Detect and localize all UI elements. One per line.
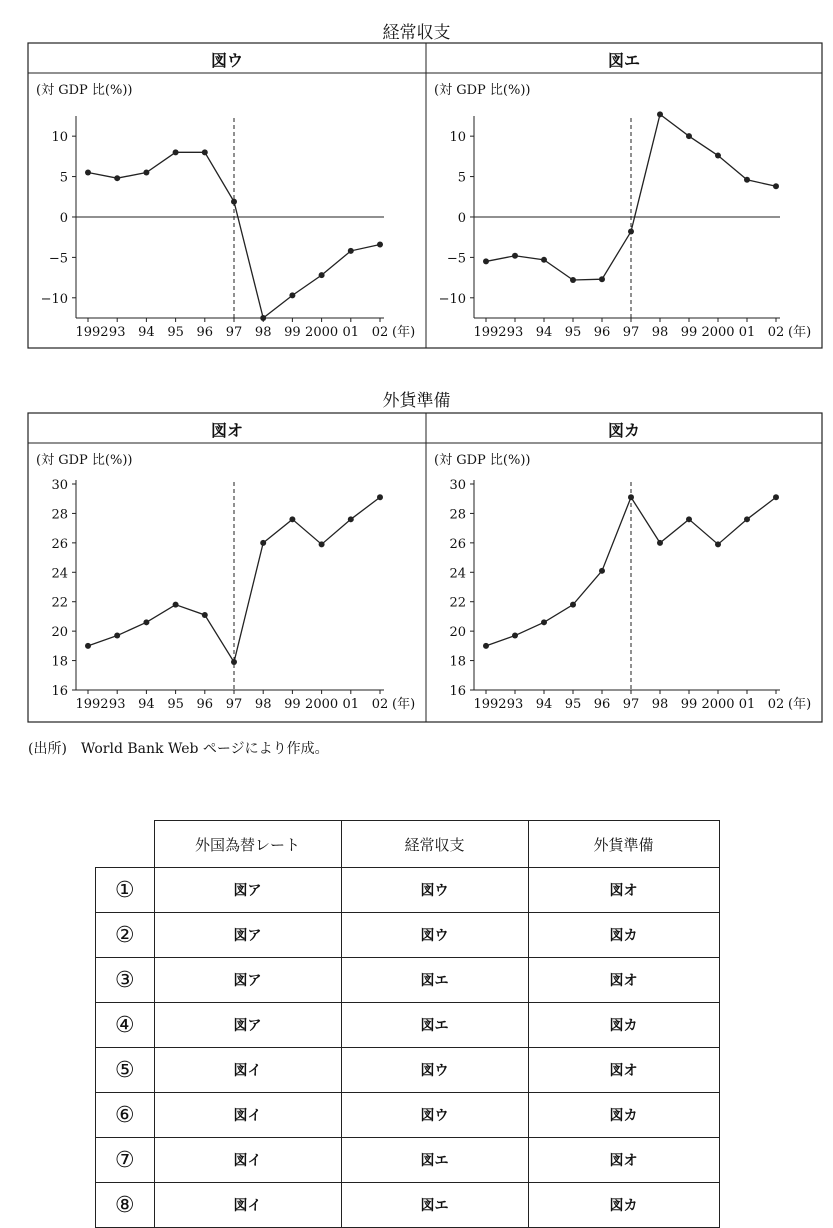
x-tick-label: 02 [767,325,785,340]
source-note: (出所) World Bank Web ページにより作成。 [28,741,329,757]
data-point [715,541,721,547]
data-point [202,612,208,618]
reserves-cell: 図カ [528,1003,719,1048]
x-unit-label: (年) [788,325,812,340]
header-exchange-rate: 外国為替レート [154,821,341,868]
x-tick-label: 98 [254,325,272,340]
charts-frame [28,413,822,722]
y-tick-label: 22 [449,595,466,611]
x-tick-label: 97 [622,697,640,712]
reserves-cell: 図カ [528,1093,719,1138]
reserves-cell: 図カ [528,1183,719,1228]
table-row [96,1003,720,1048]
data-point [570,602,576,608]
current-account-cell: 図エ [341,1003,528,1048]
x-tick-label: 98 [254,697,272,712]
x-tick-label: 94 [535,325,553,340]
y-tick-label: 5 [457,170,466,186]
y-tick-label: −5 [48,251,68,267]
data-point [599,568,605,574]
data-point [143,170,149,176]
x-tick-label: 97 [225,325,243,340]
x-tick-label: 96 [593,697,611,712]
panel-title: 図カ [607,421,641,440]
y-tick-label: 18 [449,654,466,670]
y-tick-label: 20 [51,625,68,641]
x-tick-label: 2000 [701,325,735,340]
current-account-charts [0,42,833,352]
y-tick-label: 30 [449,478,466,493]
x-tick-label: 98 [651,325,669,340]
data-point [85,170,91,176]
x-tick-label: 98 [651,697,669,712]
exchange-rate-cell: 図ア [154,913,341,958]
table-row [96,1048,720,1093]
y-tick-label: 26 [449,536,466,552]
data-point [483,258,489,264]
x-tick-label: 2000 [701,697,735,712]
y-tick-label: 10 [449,130,466,146]
panel-title: 図ウ [210,51,244,70]
y-tick-label: 28 [51,507,68,523]
data-point [348,516,354,522]
data-point [686,133,692,139]
x-tick-label: 02 [371,325,389,340]
chart-panel-1 [426,51,822,340]
data-point [657,111,663,117]
charts-frame [28,43,822,348]
data-point [289,516,295,522]
data-point [744,516,750,522]
y-tick-label: 26 [51,536,68,552]
exchange-rate-cell: 図イ [154,1138,341,1183]
x-tick-label: 93 [108,325,126,340]
y-tick-label: 28 [449,507,466,523]
data-point [114,633,120,639]
exchange-rate-cell: 図ア [154,868,341,913]
y-axis-label: (対 GDP 比(%)) [434,453,531,468]
x-tick-label: 94 [535,697,553,712]
y-tick-label: 0 [457,210,466,226]
x-tick-label: 95 [564,325,582,340]
x-tick-label: 97 [225,697,243,712]
x-tick-label: 1992 [75,325,109,340]
x-unit-label: (年) [392,697,416,712]
y-tick-label: 0 [59,210,68,226]
x-tick-label: 01 [738,325,756,340]
header-reserves: 外貨準備 [528,821,719,868]
x-unit-label: (年) [392,325,416,340]
data-point [85,643,91,649]
x-tick-label: 96 [196,697,214,712]
y-tick-label: 16 [51,684,68,699]
reserves-title: 外貨準備 [382,391,451,411]
data-point [319,541,325,547]
table-row [96,913,720,958]
chart-panel-0 [28,421,426,712]
exchange-rate-cell: 図ア [154,1003,341,1048]
x-tick-label: 95 [167,697,184,712]
x-tick-label: 94 [138,697,155,712]
data-point [512,253,518,259]
x-tick-label: 2000 [305,325,339,340]
exchange-rate-cell: 図ア [154,958,341,1003]
exchange-rate-cell: 図イ [154,1048,341,1093]
reserves-charts [0,412,833,727]
reserves-cell: 図オ [528,1048,719,1093]
data-point [260,540,266,546]
x-tick-label: 1992 [473,697,507,712]
y-tick-label: 18 [51,654,68,670]
chart-panel-0 [28,51,426,340]
data-point [114,175,120,181]
data-point [231,199,237,205]
data-point [202,149,208,155]
x-tick-label: 95 [564,697,582,712]
x-tick-label: 97 [622,325,640,340]
x-tick-label: 1992 [473,325,507,340]
table-row [96,868,720,913]
data-point [173,149,179,155]
choice-number: ⑦ [96,1138,155,1183]
table-row [96,1093,720,1138]
choice-number: ① [96,868,155,913]
data-point [377,494,383,500]
x-tick-label: 01 [738,697,756,712]
data-point [599,276,605,282]
current-account-title: 経常収支 [382,23,451,43]
choice-number: ② [96,913,155,958]
y-axis-label: (対 GDP 比(%)) [36,453,133,468]
current-account-cell: 図ウ [341,1093,528,1138]
data-point [628,229,634,235]
x-tick-label: 99 [680,325,698,340]
y-tick-label: −5 [446,251,466,267]
current-account-cell: 図エ [341,1138,528,1183]
y-tick-label: 10 [51,130,68,146]
data-point [657,540,663,546]
data-point [570,277,576,283]
current-account-cell: 図ウ [341,1048,528,1093]
y-tick-label: 22 [51,595,68,611]
data-point [348,248,354,254]
data-point [260,315,266,321]
x-tick-label: 02 [767,697,785,712]
x-tick-label: 94 [138,325,155,340]
choice-number: ⑤ [96,1048,155,1093]
choice-number: ⑥ [96,1093,155,1138]
x-tick-label: 95 [167,325,184,340]
x-tick-label: 93 [506,697,524,712]
x-tick-label: 99 [284,697,301,712]
current-account-cell: 図ウ [341,913,528,958]
current-account-cell: 図エ [341,958,528,1003]
reserves-cell: 図カ [528,913,719,958]
y-tick-label: 30 [51,478,68,493]
choice-number: ⑧ [96,1183,155,1228]
data-point [231,659,237,665]
data-point [173,602,179,608]
data-point [143,619,149,625]
y-tick-label: 16 [449,684,466,699]
reserves-cell: 図オ [528,958,719,1003]
exchange-rate-cell: 図イ [154,1093,341,1138]
y-axis-label: (対 GDP 比(%)) [36,83,133,98]
data-point [744,177,750,183]
x-tick-label: 01 [342,325,360,340]
answer-table [95,820,720,1228]
x-tick-label: 96 [196,325,214,340]
panel-title: 図エ [607,51,641,70]
x-tick-label: 02 [371,697,389,712]
reserves-cell: 図オ [528,1138,719,1183]
y-tick-label: 24 [449,566,466,582]
panel-title: 図オ [210,421,244,440]
current-account-cell: 図ウ [341,868,528,913]
table-row [96,1183,720,1228]
y-tick-label: 20 [449,625,466,641]
y-tick-label: 5 [59,170,68,186]
x-tick-label: 99 [680,697,698,712]
choice-number: ④ [96,1003,155,1048]
y-axis-label: (対 GDP 比(%)) [434,83,531,98]
y-tick-label: 24 [51,566,68,582]
x-tick-label: 93 [506,325,524,340]
data-point [628,494,634,500]
x-tick-label: 2000 [305,697,339,712]
data-point [541,619,547,625]
data-point [377,241,383,247]
data-point [686,516,692,522]
chart-panel-1 [426,421,822,712]
x-unit-label: (年) [788,697,812,712]
y-tick-label: −10 [438,291,466,307]
x-tick-label: 93 [108,697,126,712]
x-tick-label: 96 [593,325,611,340]
data-point [512,633,518,639]
data-point [289,292,295,298]
data-point [715,153,721,159]
data-point [319,272,325,278]
current-account-cell: 図エ [341,1183,528,1228]
x-tick-label: 1992 [75,697,109,712]
header-current-account: 経常収支 [341,821,528,868]
reserves-cell: 図オ [528,868,719,913]
x-tick-label: 01 [342,697,360,712]
choice-number: ③ [96,958,155,1003]
exchange-rate-cell: 図イ [154,1183,341,1228]
table-row [96,958,720,1003]
data-point [773,183,779,189]
header-blank [96,821,155,868]
y-tick-label: −10 [40,291,68,307]
table-row [96,1138,720,1183]
answer-table-header [96,821,720,868]
data-point [541,257,547,263]
data-point [773,494,779,500]
x-tick-label: 99 [284,325,301,340]
data-point [483,643,489,649]
